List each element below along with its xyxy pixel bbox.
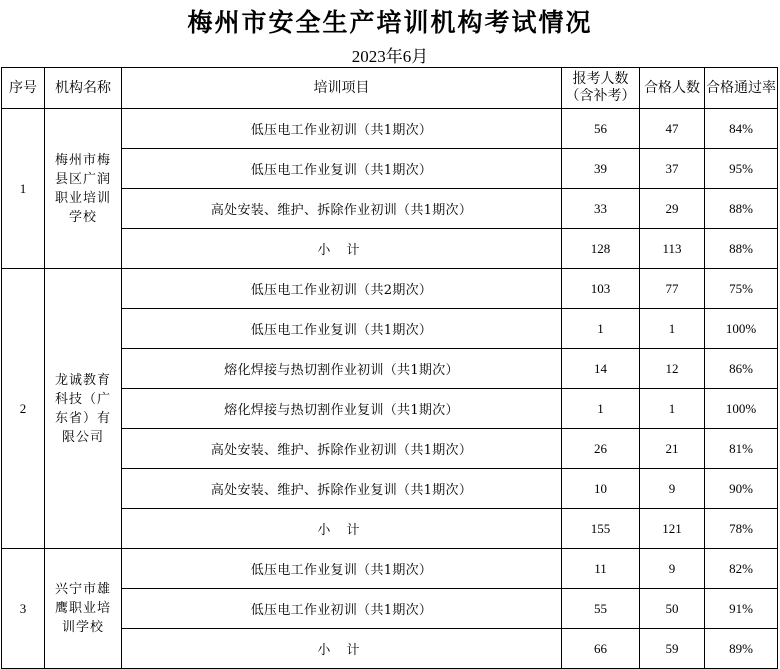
- cell-applicants: 1: [562, 309, 640, 349]
- cell-applicants: 26: [562, 429, 640, 469]
- cell-subtotal-passed: 113: [640, 229, 705, 269]
- cell-seq: 1: [2, 109, 45, 269]
- cell-subtotal-applicants: 155: [562, 509, 640, 549]
- cell-passed: 1: [640, 309, 705, 349]
- header-rate: 合格通过率: [705, 68, 778, 109]
- cell-rate: 100%: [705, 389, 778, 429]
- table-row: [2, 549, 778, 589]
- cell-project: 低压电工作业初训（共2期次）: [122, 269, 562, 309]
- cell-rate: 95%: [705, 149, 778, 189]
- cell-subtotal-passed: 121: [640, 509, 705, 549]
- header-applicants: 报考人数（含补考）: [562, 68, 640, 109]
- cell-subtotal-label: 小 计: [122, 229, 562, 269]
- header-row: [2, 68, 778, 109]
- cell-org: [45, 549, 122, 669]
- cell-subtotal-applicants: 66: [562, 629, 640, 669]
- cell-passed: 29: [640, 189, 705, 229]
- cell-passed: 47: [640, 109, 705, 149]
- cell-rate: 75%: [705, 269, 778, 309]
- cell-applicants: 14: [562, 349, 640, 389]
- org-name: 兴宁市雄鹰职业培训学校: [55, 582, 112, 635]
- page-title: 梅州市安全生产培训机构考试情况: [187, 8, 593, 37]
- cell-subtotal-rate: 89%: [705, 629, 778, 669]
- cell-rate: 86%: [705, 349, 778, 389]
- cell-rate: 90%: [705, 469, 778, 509]
- cell-project: 高处安装、维护、拆除作业初训（共1期次）: [122, 189, 562, 229]
- cell-passed: 37: [640, 149, 705, 189]
- cell-subtotal-passed: 59: [640, 629, 705, 669]
- cell-project: 高处安装、维护、拆除作业复训（共1期次）: [122, 469, 562, 509]
- org-name: 龙诚教育科技（广东省）有限公司: [55, 372, 112, 445]
- header-seq: 序号: [2, 68, 45, 109]
- cell-org: [45, 109, 122, 269]
- cell-subtotal-label: 小 计: [122, 509, 562, 549]
- cell-subtotal-rate: 88%: [705, 229, 778, 269]
- cell-org: [45, 269, 122, 549]
- cell-rate: 91%: [705, 589, 778, 629]
- cell-passed: 77: [640, 269, 705, 309]
- cell-passed: 1: [640, 389, 705, 429]
- cell-project: 低压电工作业初训（共1期次）: [122, 109, 562, 149]
- cell-project: 高处安装、维护、拆除作业初训（共1期次）: [122, 429, 562, 469]
- cell-applicants: 10: [562, 469, 640, 509]
- cell-passed: 50: [640, 589, 705, 629]
- exam-table: [1, 67, 778, 669]
- cell-passed: 12: [640, 349, 705, 389]
- table-row: [2, 269, 778, 309]
- table-body: [2, 109, 778, 669]
- cell-subtotal-rate: 78%: [705, 509, 778, 549]
- cell-project: 低压电工作业复训（共1期次）: [122, 149, 562, 189]
- table-row: [2, 109, 778, 149]
- header-org: 机构名称: [45, 68, 122, 109]
- cell-applicants: 33: [562, 189, 640, 229]
- header-passed: 合格人数: [640, 68, 705, 109]
- cell-applicants: 56: [562, 109, 640, 149]
- cell-subtotal-label: 小 计: [122, 629, 562, 669]
- cell-applicants: 39: [562, 149, 640, 189]
- page-subtitle: 2023年6月: [351, 47, 429, 66]
- cell-rate: 81%: [705, 429, 778, 469]
- cell-project: 熔化焊接与热切割作业初训（共1期次）: [122, 349, 562, 389]
- cell-passed: 9: [640, 469, 705, 509]
- org-name: 梅州市梅县区广润职业培训学校: [55, 152, 112, 225]
- cell-applicants: 11: [562, 549, 640, 589]
- cell-project: 低压电工作业复训（共1期次）: [122, 549, 562, 589]
- cell-rate: 82%: [705, 549, 778, 589]
- cell-project: 低压电工作业初训（共1期次）: [122, 589, 562, 629]
- cell-rate: 88%: [705, 189, 778, 229]
- cell-passed: 21: [640, 429, 705, 469]
- cell-project: 熔化焊接与热切割作业复训（共1期次）: [122, 389, 562, 429]
- cell-rate: 84%: [705, 109, 778, 149]
- cell-applicants: 103: [562, 269, 640, 309]
- cell-seq: 2: [2, 269, 45, 549]
- cell-rate: 100%: [705, 309, 778, 349]
- cell-applicants: 55: [562, 589, 640, 629]
- cell-seq: 3: [2, 549, 45, 669]
- cell-passed: 9: [640, 549, 705, 589]
- cell-project: 低压电工作业复训（共1期次）: [122, 309, 562, 349]
- header-project: 培训项目: [122, 68, 562, 109]
- cell-subtotal-applicants: 128: [562, 229, 640, 269]
- cell-applicants: 1: [562, 389, 640, 429]
